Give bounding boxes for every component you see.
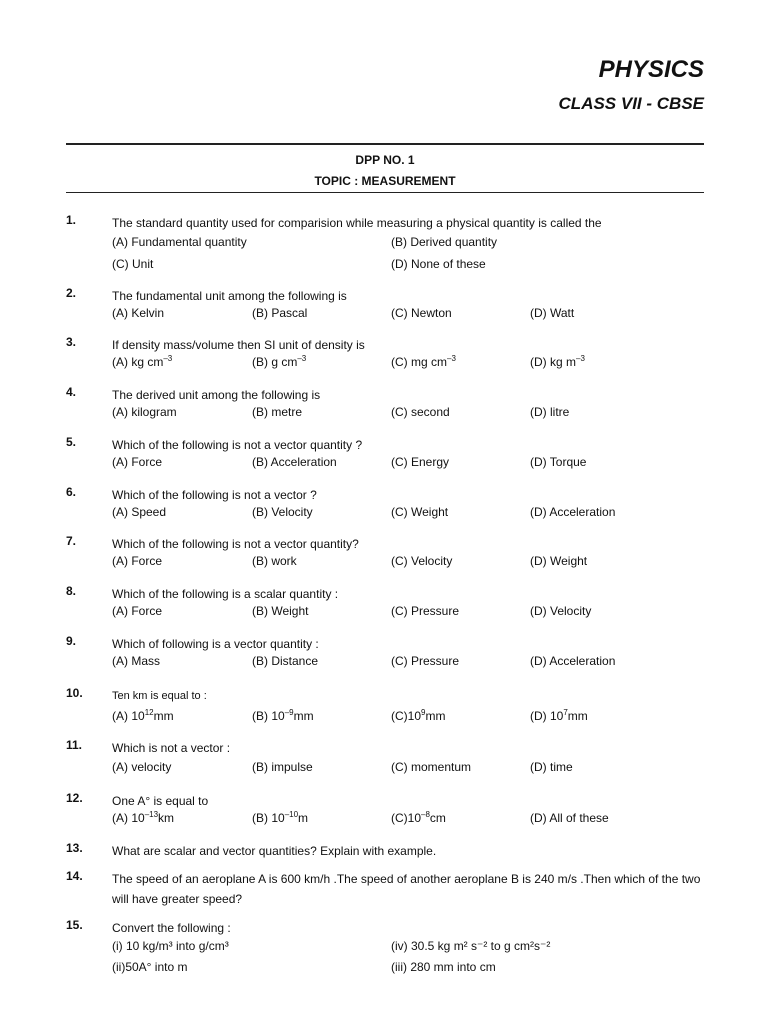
exponent: 7 bbox=[563, 708, 568, 717]
conversion-iv: (iv) 30.5 kg m² s⁻² to g cm²s⁻² bbox=[391, 939, 551, 953]
dpp-topic: TOPIC : MEASUREMENT bbox=[314, 174, 456, 188]
option-c: (C) Velocity bbox=[391, 554, 453, 568]
exponent: –3 bbox=[447, 354, 456, 363]
question-number: 2. bbox=[66, 286, 77, 300]
option-b: (B) metre bbox=[252, 405, 303, 419]
option-d: (D) Acceleration bbox=[530, 505, 616, 519]
subject-title: PHYSICS bbox=[598, 56, 704, 83]
question-text: Which of following is a vector quantity : bbox=[112, 637, 319, 651]
option-b: (B) work bbox=[252, 554, 297, 568]
option-d: (D) Watt bbox=[530, 306, 575, 320]
question-number: 1. bbox=[66, 213, 77, 227]
question-text: The derived unit among the following is bbox=[112, 388, 321, 402]
option-d: (D) All of these bbox=[530, 811, 609, 825]
option-label: (C)10 bbox=[391, 709, 422, 723]
unit: mm bbox=[153, 709, 174, 723]
conversion-i: (i) 10 kg/m³ into g/cm³ bbox=[112, 939, 229, 953]
option-a bbox=[112, 709, 174, 723]
question-number: 12. bbox=[66, 791, 83, 805]
unit: cm bbox=[429, 811, 446, 825]
question-text: Which of the following is a scalar quantity : bbox=[112, 587, 339, 601]
question-number: 4. bbox=[66, 385, 77, 399]
option-d: (D) Weight bbox=[530, 554, 588, 568]
dpp-number: DPP NO. 1 bbox=[355, 153, 415, 167]
conversion-iii: (iii) 280 mm into cm bbox=[391, 960, 496, 974]
question-number: 15. bbox=[66, 918, 83, 932]
question-number: 11. bbox=[66, 738, 83, 752]
unit: mm bbox=[425, 709, 446, 723]
option-label: (A) 10 bbox=[112, 811, 145, 825]
option-label: (A) kg cm bbox=[112, 355, 164, 369]
option-label: (D) 10 bbox=[530, 709, 564, 723]
question-number: 14. bbox=[66, 869, 83, 883]
option-c bbox=[391, 355, 456, 369]
question-number: 5. bbox=[66, 435, 77, 449]
option-c: (C) Unit bbox=[112, 257, 154, 271]
unit: mm bbox=[567, 709, 588, 723]
unit: mm bbox=[293, 709, 314, 723]
option-c: (C) Newton bbox=[391, 306, 452, 320]
option-label: (B) 10 bbox=[252, 811, 285, 825]
top-divider bbox=[66, 143, 704, 145]
question-text: The speed of an aeroplane A is 600 km/h .The speed of another aeroplane B is 240 m/s .Then which of the two will have greater speed? bbox=[112, 872, 701, 906]
exponent: –3 bbox=[163, 354, 173, 363]
question-text: The fundamental unit among the following is bbox=[112, 289, 347, 303]
option-b bbox=[252, 709, 314, 723]
option-b: (B) Derived quantity bbox=[391, 235, 498, 249]
option-a: (A) Kelvin bbox=[112, 306, 165, 320]
option-b: (B) Distance bbox=[252, 654, 319, 668]
option-a: (A) Speed bbox=[112, 505, 167, 519]
exponent: –8 bbox=[421, 810, 430, 819]
question-text: Which of the following is not a vector quantity? bbox=[112, 537, 359, 551]
question-text: What are scalar and vector quantities? Explain with example. bbox=[112, 844, 437, 858]
exponent: –13 bbox=[144, 810, 159, 819]
exponent: –10 bbox=[284, 810, 299, 819]
option-d: (D) Acceleration bbox=[530, 654, 616, 668]
option-c bbox=[391, 709, 445, 723]
option-a: (A) Force bbox=[112, 554, 163, 568]
question-number: 3. bbox=[66, 335, 77, 349]
unit: km bbox=[158, 811, 175, 825]
question-text: Which of the following is not a vector ? bbox=[112, 488, 317, 502]
option-label: (A) 10 bbox=[112, 709, 145, 723]
option-b: (B) Weight bbox=[252, 604, 309, 618]
option-label: (B) g cm bbox=[252, 355, 298, 369]
option-c: (C) momentum bbox=[391, 760, 472, 774]
option-a: (A) kilogram bbox=[112, 405, 177, 419]
option-c bbox=[391, 811, 446, 825]
option-label: (C)10 bbox=[391, 811, 422, 825]
option-d: (D) None of these bbox=[391, 257, 486, 271]
option-a bbox=[112, 811, 174, 825]
exponent: –3 bbox=[297, 354, 307, 363]
question-text: The standard quantity used for comparision while measuring a physical quantity is called the bbox=[112, 216, 602, 230]
option-c: (C) Weight bbox=[391, 505, 449, 519]
option-b: (B) Velocity bbox=[252, 505, 313, 519]
exponent: –9 bbox=[284, 708, 294, 717]
option-a: (A) velocity bbox=[112, 760, 172, 774]
class-title: CLASS VII - CBSE bbox=[558, 94, 704, 113]
question-number: 9. bbox=[66, 634, 77, 648]
bottom-divider bbox=[66, 192, 704, 193]
unit: m bbox=[298, 811, 309, 825]
question-text: Which of the following is not a vector quantity ? bbox=[112, 438, 363, 452]
option-label: (C) mg cm bbox=[391, 355, 447, 369]
option-a: (A) Force bbox=[112, 455, 163, 469]
question-text: Convert the following : bbox=[112, 921, 231, 935]
option-d: (D) Velocity bbox=[530, 604, 592, 618]
option-label: (D) kg m bbox=[530, 355, 576, 369]
exponent: –3 bbox=[576, 354, 585, 363]
option-d bbox=[530, 709, 588, 723]
question-text: If density mass/volume then SI unit of density is bbox=[112, 338, 365, 352]
option-c: (C) second bbox=[391, 405, 450, 419]
question-number: 8. bbox=[66, 584, 77, 598]
option-a bbox=[112, 355, 172, 369]
option-label: (B) 10 bbox=[252, 709, 285, 723]
question-number: 7. bbox=[66, 534, 77, 548]
option-d bbox=[530, 355, 585, 369]
option-b bbox=[252, 355, 306, 369]
question-text: One A° is equal to bbox=[112, 794, 209, 808]
conversion-ii: (ii)50A° into m bbox=[112, 960, 188, 974]
question-number: 10. bbox=[66, 686, 83, 700]
option-a: (A) Mass bbox=[112, 654, 160, 668]
question-number: 13. bbox=[66, 841, 83, 855]
option-c: (C) Pressure bbox=[391, 604, 460, 618]
option-b: (B) Pascal bbox=[252, 306, 308, 320]
option-d: (D) Torque bbox=[530, 455, 587, 469]
option-b: (B) Acceleration bbox=[252, 455, 337, 469]
option-a: (A) Force bbox=[112, 604, 163, 618]
option-c: (C) Pressure bbox=[391, 654, 460, 668]
option-d: (D) time bbox=[530, 760, 573, 774]
option-b bbox=[252, 811, 308, 825]
question-text: Ten km is equal to : bbox=[112, 690, 207, 702]
exponent: 9 bbox=[421, 708, 426, 717]
option-d: (D) litre bbox=[530, 405, 570, 419]
option-b: (B) impulse bbox=[252, 760, 313, 774]
option-a: (A) Fundamental quantity bbox=[112, 235, 247, 249]
exponent: 12 bbox=[144, 708, 154, 717]
option-c: (C) Energy bbox=[391, 455, 450, 469]
question-number: 6. bbox=[66, 485, 77, 499]
question-text: Which is not a vector : bbox=[112, 741, 231, 755]
